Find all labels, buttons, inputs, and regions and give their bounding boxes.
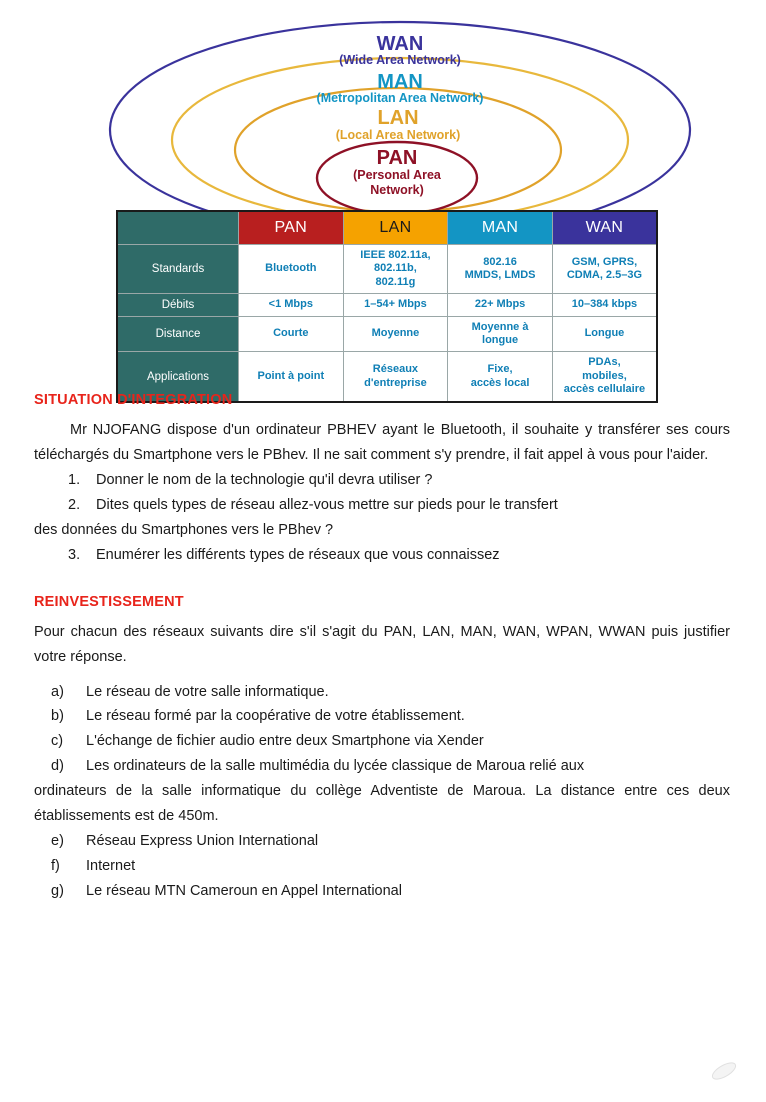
network-comparison-table	[116, 210, 658, 403]
row-label-applications: Applications	[117, 352, 239, 402]
table-body	[117, 245, 657, 402]
cell-debits-man: 22+ Mbps	[448, 294, 553, 316]
pan-label-full-line2: Network)	[370, 183, 424, 197]
list-item-text: L'échange de fichier audio entre deux Smartphone via Xender	[86, 733, 484, 750]
table-row	[117, 316, 657, 352]
row-label-debits: Débits	[117, 294, 239, 316]
list-item	[34, 543, 730, 568]
list-marker: b)	[51, 708, 64, 725]
cell-distance-pan: Courte	[239, 316, 344, 352]
wan-label-full: (Wide Area Network)	[339, 53, 461, 67]
cell-applications-man: Fixe, accès local	[448, 352, 553, 402]
list-item-text: Réseau Express Union International	[86, 833, 319, 850]
cell-applications-pan: Point à point	[239, 352, 344, 402]
list-item	[34, 879, 730, 904]
cell-debits-pan: <1 Mbps	[239, 294, 344, 316]
cell-applications-lan: Réseaux d'entreprise	[343, 352, 448, 402]
list-item-text: Le réseau MTN Cameroun en Appel International	[86, 883, 402, 899]
cell-standards-pan: Bluetooth	[239, 245, 344, 294]
reinvestment-item-list	[34, 680, 730, 904]
list-item-text: Le réseau de votre salle informatique.	[86, 683, 329, 700]
paragraph-reinvestment-intro: Pour chacun des réseaux suivants dire s'il s'agit du PAN, LAN, MAN, WAN, WPAN, WWAN puis justifier votre réponse.	[34, 623, 730, 665]
list-item-text: Internet	[86, 858, 136, 875]
list-item-text: Dites quels types de réseau allez-vous mettre sur pieds pour le transfert	[96, 496, 558, 513]
table-row	[117, 245, 657, 294]
list-marker: e)	[51, 833, 64, 850]
integration-question-list	[34, 468, 730, 568]
page-corner-artifact	[704, 1054, 744, 1082]
list-item	[34, 468, 730, 493]
cell-distance-wan: Longue	[552, 316, 657, 352]
heading-situation-integration: SITUATION D'INTEGRATION	[34, 392, 233, 408]
pan-label-full-line1: (Personal Area	[353, 168, 441, 182]
row-label-standards: Standards	[117, 245, 239, 294]
list-marker: f)	[51, 858, 60, 875]
list-item	[34, 680, 730, 705]
list-marker: c)	[51, 733, 64, 750]
list-item	[34, 729, 730, 754]
cell-debits-lan: 1–54+ Mbps	[343, 294, 448, 316]
lan-label-full: (Local Area Network)	[335, 128, 461, 142]
table-header-row	[117, 211, 657, 245]
list-item	[34, 493, 730, 518]
list-item-runover: des données du Smartphones vers le PBhev ?	[34, 521, 334, 538]
artifact-shape	[710, 1060, 738, 1082]
cell-applications-wan: PDAs, mobiles, accès cellulaire	[552, 352, 657, 402]
list-item-text: Donner le nom de la technologie qu'il devra utiliser ?	[96, 471, 433, 488]
list-item-text: Enumérer les différents types de réseaux que vous connaissez	[96, 546, 500, 563]
document-body	[0, 392, 766, 904]
list-item	[34, 754, 730, 779]
man-label-abbr: MAN	[377, 71, 423, 93]
section-spacer	[34, 568, 730, 594]
table-corner-cell	[117, 211, 239, 245]
cell-standards-man: 802.16 MMDS, LMDS	[448, 245, 553, 294]
cell-standards-lan: IEEE 802.11a, 802.11b, 802.11g	[343, 245, 448, 294]
list-spacer	[34, 670, 730, 680]
table-col-header-lan: LAN	[343, 211, 448, 245]
pan-label-abbr: PAN	[376, 147, 418, 169]
list-marker: g)	[51, 883, 64, 899]
list-marker: 2.	[68, 496, 81, 513]
cell-distance-man: Moyenne à longue	[448, 316, 553, 352]
list-item	[34, 704, 730, 729]
network-diagram-svg	[0, 0, 766, 212]
cell-debits-wan: 10–384 kbps	[552, 294, 657, 316]
list-marker: 3.	[68, 546, 81, 563]
row-label-distance: Distance	[117, 316, 239, 352]
network-comparison-table-wrapper	[116, 210, 658, 403]
list-item	[34, 829, 730, 854]
list-marker: 1.	[68, 471, 81, 488]
paragraph-integration-intro: Mr NJOFANG dispose d'un ordinateur PBHEV ayant le Bluetooth, il souhaite y transférer ses cours téléchargés du Smartphone vers le PBhev. Il ne sait comment s'y prendre, il fait appel à vous pour l'aider.	[34, 422, 730, 463]
wan-label-abbr: WAN	[376, 33, 424, 55]
list-item-runover: ordinateurs de la salle informatique du collège Adventiste de Maroua. La distance entre ces deux établissements est de 450m.	[34, 783, 730, 825]
table-col-header-wan: WAN	[552, 211, 657, 245]
list-marker: d)	[51, 758, 64, 775]
cell-distance-lan: Moyenne	[343, 316, 448, 352]
heading-reinvestissement: REINVESTISSEMENT	[34, 593, 184, 610]
man-label-full: (Metropolitan Area Network)	[316, 91, 484, 105]
table-col-header-pan: PAN	[239, 211, 344, 245]
table-row	[117, 294, 657, 316]
list-item	[34, 854, 730, 879]
lan-label-abbr: LAN	[377, 107, 419, 129]
cell-standards-wan: GSM, GPRS, CDMA, 2.5–3G	[552, 245, 657, 294]
list-item-text: Le réseau formé par la coopérative de votre établissement.	[86, 708, 465, 725]
list-marker: a)	[51, 683, 64, 700]
table-col-header-man: MAN	[448, 211, 553, 245]
list-item-text: Les ordinateurs de la salle multimédia du lycée classique de Maroua relié aux	[86, 758, 585, 775]
network-scope-diagram	[0, 0, 766, 212]
